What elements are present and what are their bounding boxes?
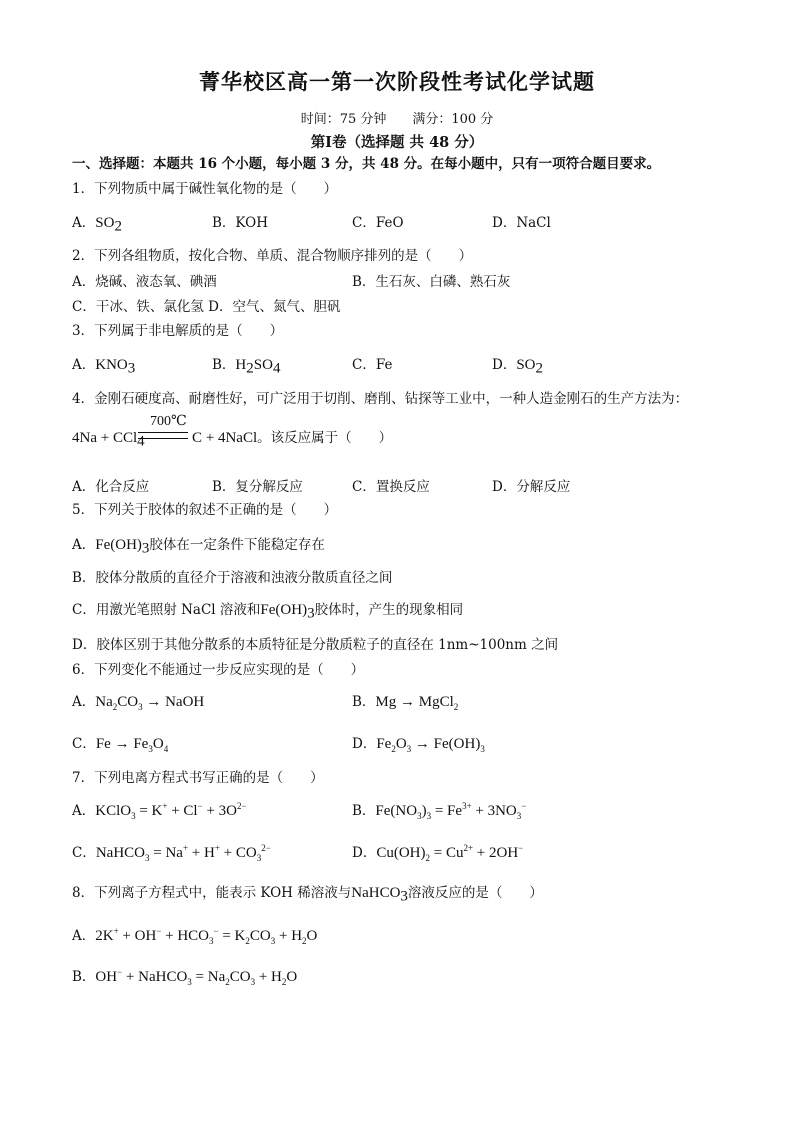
q7-option-b[interactable]: B．$Fe(NO_3)_3 = Fe^{3+} + 3NO_3^-$ [352, 801, 527, 821]
q6-option-b[interactable]: B．Mg → MgCl$_2$ [352, 694, 459, 712]
q6-option-a[interactable]: A．$Na_2CO_3$ → NaOH [72, 694, 205, 712]
q8-option-b[interactable]: B．OH− + NaHCO$_3$ = $Na_2CO_3 + H_2O$ [72, 967, 298, 987]
q4-option-b[interactable]: B．复分解反应 [212, 479, 303, 495]
q6-option-d[interactable]: D．$Fe_2O_3 \to Fe(OH)_3$ [352, 736, 485, 754]
reaction-condition: 700℃ [150, 414, 187, 429]
q4-option-a[interactable]: A．化合反应 [72, 479, 150, 495]
question-7-stem: 7．下列电离方程式书写正确的是（ ） [72, 770, 324, 786]
q7-option-a[interactable]: A．KClO$_3$ = $K^+ + Cl^- + 3O^{2-}$ [72, 801, 247, 821]
q3-option-c[interactable]: C．Fe [352, 357, 393, 373]
page-title: 菁华校区高一第一次阶段性考试化学试题 [199, 69, 595, 94]
q3-option-d[interactable]: D．$SO_2$ [492, 357, 544, 377]
q8-option-a[interactable]: A．$2K^+ + OH^- + HCO_3^- = K_2CO_3 + H_2O$ [72, 926, 318, 946]
q1-option-d[interactable]: D．NaCl [492, 215, 551, 231]
q5-option-d[interactable]: D．胶体区别于其他分散系的本质特征是分散质粒子的直径在 1nm~100nm 之间 [72, 637, 559, 653]
reaction-equals-sign [138, 432, 188, 439]
q3-option-b[interactable]: B．$H_2SO_4$ [212, 357, 281, 377]
exam-time-info: 时间：75 分钟 满分：100 分 [300, 112, 494, 127]
q5-option-a[interactable]: A．$Fe(OH)_3$胶体在一定条件下能稳定存在 [72, 537, 325, 557]
q4-option-c[interactable]: C．置换反应 [352, 479, 430, 495]
question-8-stem: 8．下列离子方程式中，能表示 KOH 稀溶液与NaHCO$_3$溶液反应的是（ ） [72, 885, 543, 905]
q7-option-d[interactable]: D．$Cu(OH)_2 = Cu^{2+} + 2OH^-$ [352, 843, 524, 863]
q1-option-a[interactable]: A．$SO_2$ [72, 215, 122, 235]
section-heading: 第Ⅰ卷（选择题 共 48 分） [310, 134, 484, 151]
q7-option-c[interactable]: C．NaHCO$_3$ = $Na^+ + H^+ + CO_3^{2-}$ [72, 843, 271, 863]
q4-option-d[interactable]: D．分解反应 [492, 479, 571, 495]
question-1-stem: 1．下列物质中属于碱性氧化物的是（ ） [72, 181, 338, 197]
q2-option-cd[interactable]: C．干冰、铁、氯化氢 D．空气、氮气、胆矾 [72, 299, 341, 315]
q2-option-b[interactable]: B．生石灰、白磷、熟石灰 [352, 274, 511, 290]
reaction-left-side: 4Na + CCl$_4$ [72, 430, 145, 450]
q5-option-b[interactable]: B．胶体分散质的直径介于溶液和浊液分散质直径之间 [72, 570, 393, 586]
q3-option-a[interactable]: A．$KNO_3$ [72, 357, 136, 377]
question-2-stem: 2．下列各组物质，按化合物、单质、混合物顺序排列的是（ ） [72, 248, 473, 264]
q1-option-b[interactable]: B．KOH [212, 215, 268, 231]
question-3-stem: 3．下列属于非电解质的是（ ） [72, 323, 284, 339]
question-6-stem: 6．下列变化不能通过一步反应实现的是（ ） [72, 662, 365, 678]
q5-option-c[interactable]: C．用激光笔照射 NaCl 溶液和$Fe(OH)_3$胶体时，产生的现象相同 [72, 602, 464, 622]
reaction-right-side: C + 4NaCl。该反应属于（ ） [192, 430, 393, 446]
section-instruction: 一、选择题：本题共 16 个小题，每小题 3 分，共 48 分。在每小题中，只有一项符合题目要求。 [72, 156, 661, 172]
q6-option-c[interactable]: C．$Fe \to Fe_3O_4$ [72, 736, 169, 754]
question-5-stem: 5．下列关于胶体的叙述不正确的是（ ） [72, 502, 338, 518]
q2-option-a[interactable]: A．烧碱、液态氧、碘酒 [72, 274, 217, 290]
q1-option-c[interactable]: C．FeO [352, 215, 404, 231]
question-4-stem: 4．金刚石硬度高、耐磨性好，可广泛用于切削、磨削、钻探等工业中，一种人造金刚石的生产方法为： [72, 391, 689, 407]
